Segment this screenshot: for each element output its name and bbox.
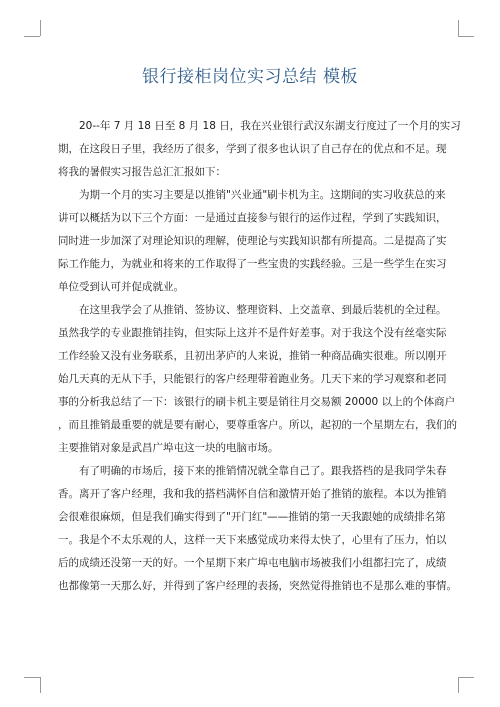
body-line: 香。离开了客户经理，我和我的搭档满怀自信和激情开始了推销的旅程。本以为推销 bbox=[58, 488, 447, 500]
body-line: 讲可以概括为以下三个方面：一是通过直接参与银行的运作过程，学到了实践知识， bbox=[58, 212, 447, 224]
body-line: 工作经验又没有业务联系，且初出茅庐的人来说，推销一种商品确实很难。所以刚开 bbox=[58, 350, 447, 362]
body-line: 在这里我学会了从推销、签协议、整理资料、上交盖章、到最后装机的全过程。 bbox=[58, 304, 447, 316]
body-line: 也都像第一天那么好，并得到了客户经理的表扬，突然觉得推销也不是那么难的事情。 bbox=[58, 580, 457, 592]
body-line: 主要推销对象是武昌广埠屯这一块的电脑市场。 bbox=[58, 442, 279, 454]
body-line: 单位受到认可并促成就业。 bbox=[58, 281, 184, 293]
body-line: 一。我是个不太乐观的人，这样一天下来感觉成功来得太快了，心里有了压力，怕以 bbox=[58, 534, 447, 546]
crop-mark-top-left bbox=[24, 36, 40, 37]
body-line: 同时进一步加深了对理论知识的理解，使理论与实践知识都有所提高。二是提高了实 bbox=[58, 235, 447, 247]
crop-mark-bottom-left bbox=[40, 677, 41, 693]
body-line: 事的分析我总结了一下：该银行的刷卡机主要是销往月交易额 20000 以上的个体商户 bbox=[58, 396, 456, 408]
body-line: ，而且推销最重要的就是要有耐心，要尊重客户。所以，起初的一个星期左右，我们的 bbox=[58, 419, 457, 431]
crop-mark-top-right bbox=[458, 36, 474, 37]
crop-mark-bottom-right bbox=[458, 677, 459, 693]
body-line: 虽然我学的专业跟推销挂钩，但实际上这并不是件好差事。对于我这个没有丝毫实际 bbox=[58, 327, 447, 339]
crop-mark-top-left bbox=[40, 20, 41, 36]
body-line: 期，在这段日子里，我经历了很多，学到了很多也认识了自己存在的优点和不足。现 bbox=[58, 143, 447, 155]
crop-mark-bottom-left bbox=[24, 677, 40, 678]
body-line: 为期一个月的实习主要是以推销"兴业通"刷卡机为主。这期间的实习收获总的来 bbox=[58, 189, 446, 201]
body-line: 始几天真的无从下手，只能银行的客户经理带着跑业务。几天下来的学习观察和老同 bbox=[58, 373, 447, 385]
crop-mark-top-right bbox=[458, 20, 459, 36]
body-line: 会很难很麻烦，但是我们确实得到了"开门红"——推销的第一天我跟她的成绩排名第 bbox=[58, 511, 446, 523]
body-line: 后的成绩还没第一天的好。一个星期下来广埠屯电脑市场被我们小组都扫完了，成绩 bbox=[58, 557, 447, 569]
body-line: 20--年 7 月 18 日至 8 月 18 日，我在兴业银行武汉东湖支行度过了一个月的实习 bbox=[58, 120, 461, 132]
body-line: 有了明确的市场后，接下来的推销情况就全靠自己了。跟我搭档的是我同学朱春 bbox=[58, 465, 447, 477]
body-line: 将我的暑假实习报告总汇汇报如下： bbox=[58, 166, 226, 178]
document-title: 银行接柜岗位实习总结 模板 bbox=[142, 67, 358, 87]
crop-mark-bottom-right bbox=[458, 677, 474, 678]
body-line: 际工作能力，为就业和将来的工作取得了一些宝贵的实践经验。三是一些学生在实习 bbox=[58, 258, 447, 270]
